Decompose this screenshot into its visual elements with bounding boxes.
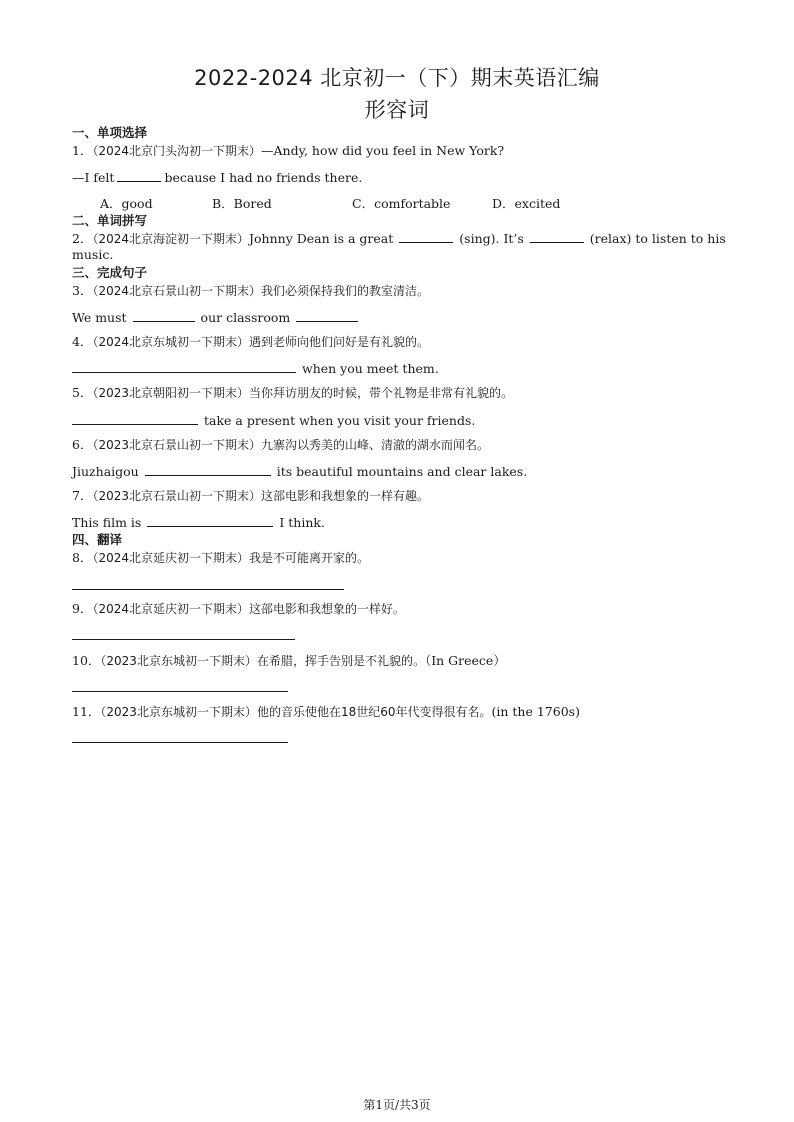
question-prompt: 这部电影和我想象的一样有趣。	[261, 489, 430, 503]
answer-line[interactable]	[72, 589, 344, 590]
question-source: （2023北京石景山初一下期末）	[92, 438, 261, 452]
question-number: 7．	[72, 488, 93, 503]
question-6	[72, 437, 489, 453]
question-text: take a present when you visit your friends.	[204, 413, 476, 428]
question-source: （2023北京石景山初一下期末）	[92, 489, 261, 503]
option-b[interactable]: B．Bored	[212, 196, 272, 211]
answer-line[interactable]	[72, 691, 288, 692]
question-number: 4．	[72, 334, 93, 349]
answer-blank[interactable]	[72, 412, 198, 425]
question-hint: (in the 1760s)	[491, 704, 580, 719]
question-source: （2023北京东城初一下期末）	[100, 654, 257, 668]
answer-blank[interactable]	[399, 230, 453, 243]
section-heading-translation: 四、翻译	[72, 532, 123, 547]
page-subtitle: 形容词	[364, 98, 430, 122]
question-3	[72, 283, 429, 299]
question-number: 1．	[72, 143, 93, 158]
question-text: Jiuzhaigou	[72, 464, 139, 479]
option-c[interactable]: C．comfortable	[352, 196, 451, 211]
answer-blank[interactable]	[147, 514, 273, 527]
question-source: （2024北京延庆初一下期末）	[92, 602, 249, 616]
question-prompt: 在希腊，挥手告别是不礼貌的。	[256, 654, 425, 668]
question-prompt: 他的音乐使他在18世纪60年代变得很有名。	[256, 705, 492, 719]
question-prompt: 九寨沟以秀美的山峰、清澈的湖水而闻名。	[261, 438, 490, 452]
question-4	[72, 334, 429, 350]
question-prompt: 遇到老师向他们问好是有礼貌的。	[249, 335, 430, 349]
question-1	[72, 143, 504, 159]
answer-blank[interactable]	[296, 309, 358, 322]
answer-blank[interactable]	[133, 309, 195, 322]
question-number: 3．	[72, 283, 93, 298]
question-2-continued: music.	[72, 247, 114, 262]
question-source: （2024北京东城初一下期末）	[92, 335, 249, 349]
section-heading-choice: 一、单项选择	[72, 125, 148, 140]
question-number: 2．	[72, 231, 93, 246]
page-number: 第1页/共3页	[363, 1098, 431, 1112]
answer-line[interactable]	[72, 639, 295, 640]
option-d[interactable]: D．excited	[492, 196, 561, 211]
question-10	[72, 653, 506, 669]
question-7-answer	[72, 514, 325, 531]
page-title: 2022-2024 北京初一（下）期末英语汇编	[194, 66, 600, 90]
question-text: —Andy, how did you feel in New York?	[261, 143, 505, 158]
question-5-answer	[72, 412, 475, 429]
question-prompt: 当你拜访朋友的时候，带个礼物是非常有礼貌的。	[249, 386, 514, 400]
question-text: (relax) to listen to his	[589, 231, 726, 246]
question-prompt: 我是不可能离开家的。	[249, 551, 370, 565]
section-heading-spelling: 二、单词拼写	[72, 213, 148, 228]
question-text: This film is	[72, 515, 142, 530]
question-2	[72, 230, 726, 247]
question-9	[72, 601, 405, 617]
question-1-line2	[72, 169, 362, 186]
question-source: （2024北京门头沟初一下期末）	[92, 144, 261, 158]
question-source: （2024北京海淀初一下期末）	[92, 232, 249, 246]
question-6-answer	[72, 463, 527, 480]
question-text: —I felt	[72, 170, 115, 185]
question-prompt: 这部电影和我想象的一样好。	[249, 602, 406, 616]
question-text: its beautiful mountains and clear lakes.	[276, 464, 528, 479]
question-text: We must	[72, 310, 127, 325]
question-number: 9．	[72, 601, 93, 616]
question-8	[72, 550, 369, 566]
question-number: 8．	[72, 550, 93, 565]
question-source: （2023北京东城初一下期末）	[100, 705, 257, 719]
question-text: (sing). It’s	[459, 231, 524, 246]
question-number: 10．	[72, 653, 101, 668]
answer-blank[interactable]	[145, 463, 271, 476]
question-number: 11．	[72, 704, 101, 719]
question-source: （2024北京延庆初一下期末）	[92, 551, 249, 565]
question-hint: （In Greece）	[424, 653, 506, 668]
question-text: I think.	[279, 515, 325, 530]
question-text: because I had no friends there.	[164, 170, 363, 185]
question-11	[72, 704, 580, 720]
question-text: our classroom	[200, 310, 291, 325]
answer-blank[interactable]	[117, 169, 161, 182]
question-source: （2023北京朝阳初一下期末）	[92, 386, 249, 400]
question-number: 6．	[72, 437, 93, 452]
section-heading-completion: 三、完成句子	[72, 265, 148, 280]
question-3-answer	[72, 309, 364, 326]
option-a[interactable]: A．good	[100, 196, 153, 211]
answer-blank[interactable]	[530, 230, 584, 243]
question-5	[72, 385, 513, 401]
answer-line[interactable]	[72, 742, 288, 743]
question-text: when you meet them.	[302, 361, 439, 376]
question-prompt: 我们必须保持我们的教室清洁。	[261, 284, 430, 298]
answer-blank[interactable]	[72, 360, 296, 373]
question-source: （2024北京石景山初一下期末）	[92, 284, 261, 298]
question-text: Johnny Dean is a great	[249, 231, 394, 246]
question-4-answer	[72, 360, 439, 377]
question-number: 5．	[72, 385, 93, 400]
question-7	[72, 488, 429, 504]
